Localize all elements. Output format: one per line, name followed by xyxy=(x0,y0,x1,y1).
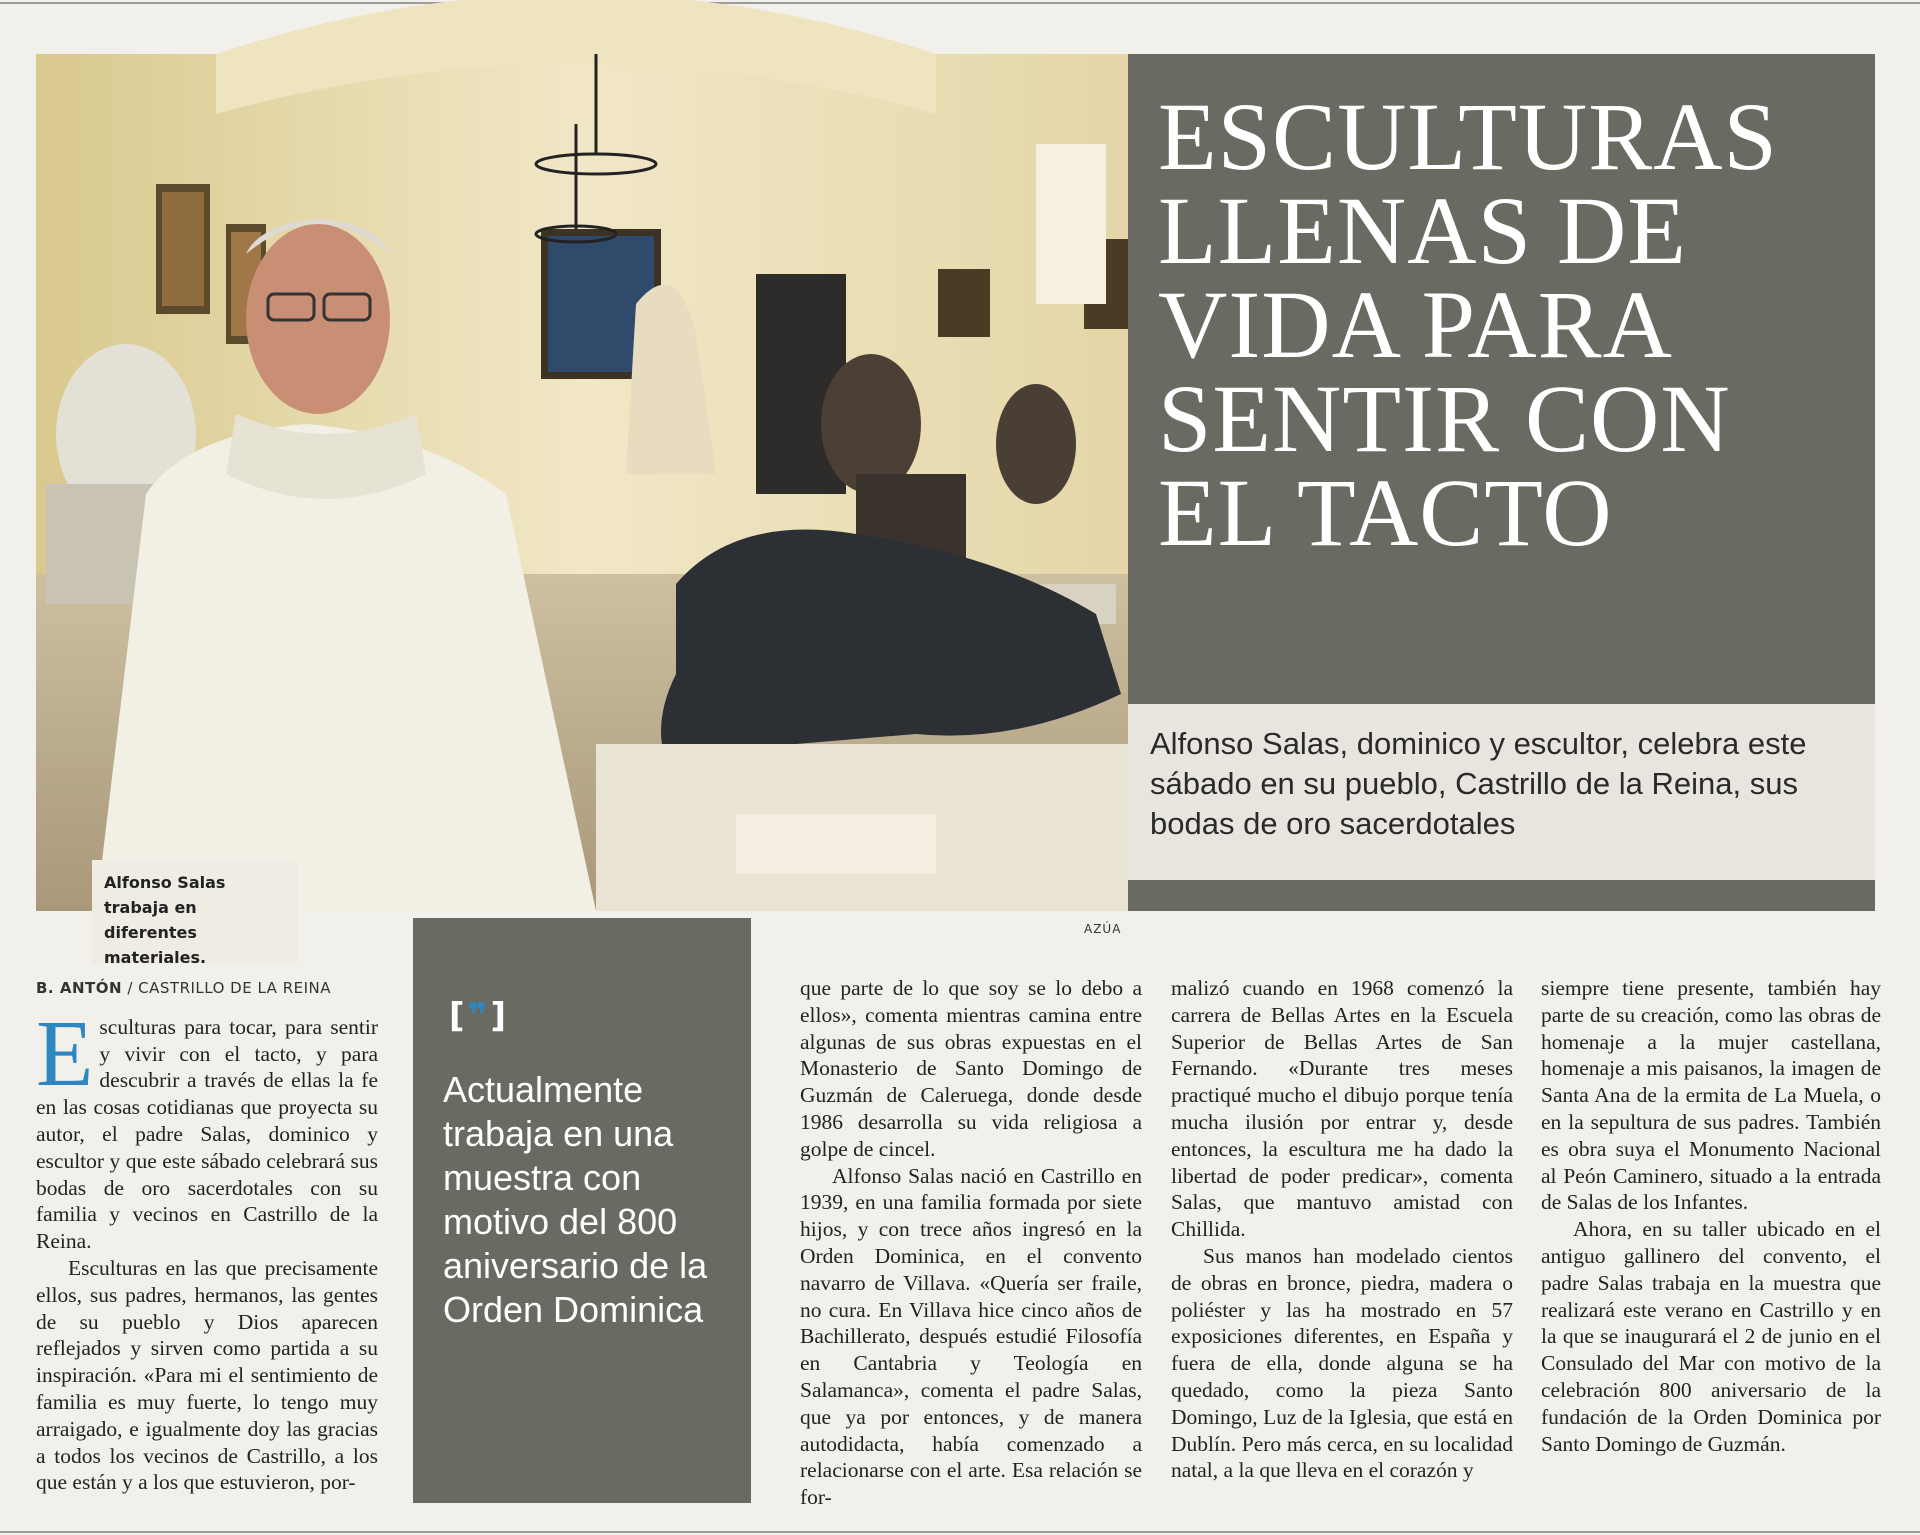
article-paragraph: Sus manos han modelado cientos de obras en bronce, piedra, madera o poliéster y las ha mostrado en 57 exposiciones diferentes, en España y fuera de ella, donde alguna se ha quedado, como la pieza Santo Domingo, Luz de la Iglesia, que está en Dublín. Pero más cerca, en su localidad natal, a la que lleva en el corazón y xyxy=(1171,1243,1513,1483)
article-column-4 xyxy=(1171,975,1513,1484)
photo-caption: Alfonso Salas trabaja en diferentes materiales. xyxy=(92,860,298,964)
photo-illustration xyxy=(36,54,1128,911)
subheadline: Alfonso Salas, dominico y escultor, celebra este sábado en su pueblo, Castrillo de la Reina, sus bodas de oro sacerdotales xyxy=(1128,704,1875,880)
article-paragraph: que parte de lo que soy se lo debo a ellos», comenta mientras camina entre algunas de sus obras expuestas en el Monasterio de Santo Domingo de Guzmán de Caleruega, donde desde 1986 desarrolla su vida religiosa a golpe de cincel. xyxy=(800,976,1142,1161)
photo-credit: AZÚA xyxy=(1084,922,1122,936)
article-paragraph: Ahora, en su taller ubicado en el antiguo gallinero del convento, el padre Salas trabaja en la muestra que realizará este verano en Castrillo y en la que se inaugurará el 2 de junio en el Consulado del Mar con motivo de la celebración 800 aniversario de la fundación de la Orden Dominica por Santo Domingo de Guzmán. xyxy=(1541,1217,1881,1456)
article-paragraph: siempre tiene presente, también hay parte de su creación, como las obras de homenaje a la mujer castellana, homenaje a mis paisanos, la imagen de Santa Ana de la ermita de La Muela, o en la sepultura de sus padres. También es obra suya el Monumento Nacional al Peón Caminero, situado a la entrada de Salas de los Infantes. xyxy=(1541,976,1881,1215)
pull-quote-text: Actualmente trabaja en una muestra con motivo del 800 aniversario de la Orden Dominica xyxy=(443,1069,708,1330)
bottom-rule xyxy=(0,1531,1920,1533)
drop-cap: E xyxy=(36,1001,94,1106)
article-column-1 xyxy=(36,975,378,1496)
headline: ESCULTURAS LLENAS DE VIDA PARA SENTIR CON EL TACTO xyxy=(1158,83,1778,566)
quote-icon: [❞] xyxy=(449,996,510,1036)
article-paragraph: Alfonso Salas nació en Castrillo en 1939, en una familia formada por siete hijos, y con trece años ingresó en la Orden Dominica, en el convento navarro de Villava. «Quería ser fraile, no cura. En Villava hice cinco años de Bachillerato, después estudié Filosofía en Cantabria y Teología en Salamanca», comenta el padre Salas, que ya por entonces, y de manera autodidacta, había comenzado a relacionarse con el arte. Esa relación se for- xyxy=(800,1163,1142,1510)
article-column-3 xyxy=(800,975,1142,1511)
headline-panel xyxy=(1128,54,1875,911)
article-column-5 xyxy=(1541,975,1881,1457)
article-paragraph: Esculturas en las que precisamente ellos, sus padres, hermanos, las gentes de su pueblo y Dios aparecen reflejados y sirven como partida a su inspiración. «Para mi el sentimiento de familia es muy fuerte, lo tengo muy arraigado, e igualmente doy las gracias a todos los vecinos de Castrillo, a los que están y a los que estuvieron, por- xyxy=(36,1255,378,1495)
byline-author: B. ANTÓN xyxy=(36,979,123,997)
article-paragraph: malizó cuando en 1968 comenzó la carrera de Bellas Artes en la Escuela Superior de Bellas Artes de San Fernando. «Durante tres meses practiqué mucho el dibujo porque tenía mucha ilusión por entrar y, desde entonces, la escultura me ha dado la libertad de poder predicar», comenta Salas, que mantuvo amistad con Chillida. xyxy=(1171,976,1513,1242)
article-paragraph: Esculturas para tocar, para sentir y vivir con el tacto, y para descubrir a través de ellas la fe en las cosas cotidianas que proyecta su autor, el padre Salas, dominico y escultor y que este sábado celebrará sus bodas de oro sacerdotales con su familia y vecinos en Castrillo de la Reina. xyxy=(36,1001,378,1254)
byline-location: CASTRILLO DE LA REINA xyxy=(138,979,332,997)
byline: B. ANTÓN / CASTRILLO DE LA REINA xyxy=(36,979,332,997)
pull-quote-box xyxy=(413,918,751,1503)
top-rule xyxy=(0,2,1920,4)
